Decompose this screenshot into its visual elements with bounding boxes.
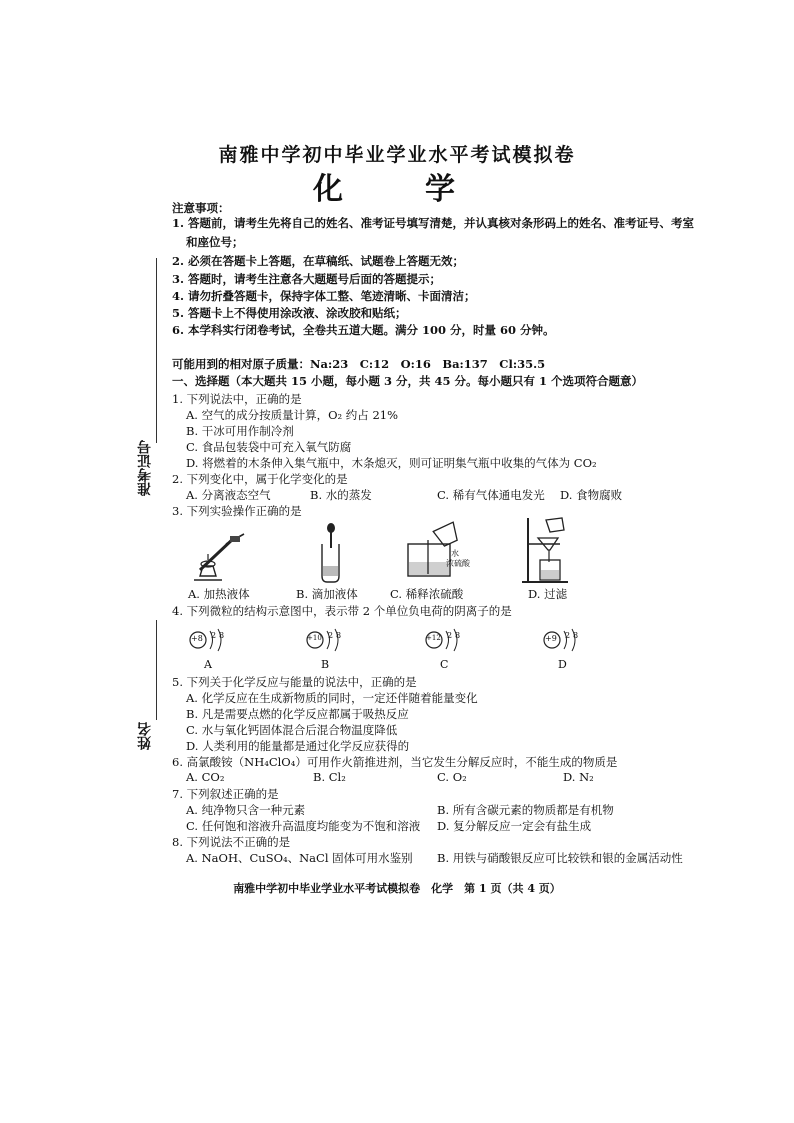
- exam-title: 南雅中学初中毕业学业水平考试模拟卷: [218, 144, 576, 166]
- exam-no-line: [156, 258, 157, 443]
- q3-option-a: A. 加热液体: [188, 587, 250, 601]
- q3-option-b: B. 滴加液体: [296, 587, 358, 601]
- note-item: 1. 答题前，请考生先将自己的姓名、准考证号填写清楚，并认真核对条形码上的姓名、准考证号、考室: [172, 216, 695, 230]
- q7-option-c: C. 任何饱和溶液升高温度均能变为不饱和溶液: [186, 819, 421, 833]
- shell-electrons: 2: [565, 631, 571, 640]
- shell-electrons: 8: [336, 631, 342, 640]
- q5-stem: 5. 下列关于化学反应与能量的说法中，正确的是: [172, 675, 417, 689]
- q1-option-c: C. 食品包装袋中可充入氧气防腐: [186, 440, 352, 454]
- atom-diagram-d: [542, 626, 652, 671]
- q5-option-c: C. 水与氧化钙固体混合后混合物温度降低: [186, 723, 398, 737]
- q5-option-b: B. 凡是需要点燃的化学反应都属于吸热反应: [186, 707, 409, 721]
- note-item: 2. 必须在答题卡上答题，在草稿纸、试题卷上答题无效；: [172, 254, 465, 268]
- nucleus-charge: +9: [545, 634, 557, 643]
- atomic-masses: 可能用到的相对原子质量：Na:23 C:12 O:16 Ba:137 Cl:35.5: [172, 357, 546, 371]
- atom-label: D: [558, 658, 567, 671]
- q3-stem: 3. 下列实验操作正确的是: [172, 504, 302, 518]
- q6-option-a: A. CO₂: [186, 770, 225, 784]
- q1-option-a: A. 空气的成分按质量计算，O₂ 约占 21%: [186, 408, 399, 422]
- nucleus-charge: +10: [307, 634, 322, 642]
- q4-stem: 4. 下列微粒的结构示意图中，表示带 2 个单位负电荷的阴离子的是: [172, 604, 512, 618]
- heating-liquid-diagram: [186, 526, 250, 584]
- atom-label: B: [321, 658, 330, 671]
- q7-option-b: B. 所有含碳元素的物质都是有机物: [437, 803, 614, 817]
- q6-option-b: B. Cl₂: [313, 770, 346, 784]
- label-acid: 浓硫酸: [446, 559, 470, 568]
- note-item: 5. 答题卡上不得使用涂改液、涂改胶和贴纸；: [172, 306, 407, 320]
- q8-option-a: A. NaOH、CuSO₄、NaCl 固体可用水鉴别: [186, 851, 413, 865]
- dropping-liquid-diagram: [310, 522, 350, 584]
- subject-title: 化 学: [313, 172, 481, 207]
- q1-option-b: B. 干冰可用作制冷剂: [186, 424, 294, 438]
- shell-electrons: 8: [455, 631, 461, 640]
- atom-diagram-c: [424, 626, 534, 671]
- atom-diagram-a: [188, 626, 298, 671]
- page-footer: 南雅中学初中毕业学业水平考试模拟卷 化学 第 1 页（共 4 页）: [233, 882, 561, 895]
- diluting-acid-diagram: [400, 520, 470, 582]
- atom-diagram-b: [305, 626, 415, 671]
- note-item: 4. 请勿折叠答题卡，保持字体工整、笔迹清晰、卡面清洁；: [172, 289, 476, 303]
- q1-option-d: D. 将燃着的木条伸入集气瓶中，木条熄灭，则可证明集气瓶中收集的气体为 CO₂: [186, 456, 597, 470]
- q2-option-a: A. 分离液态空气: [186, 488, 271, 502]
- shell-electrons: 8: [219, 631, 225, 640]
- q1-stem: 1. 下列说法中，正确的是: [172, 392, 302, 406]
- note-item: 和座位号；: [186, 235, 244, 249]
- q2-stem: 2. 下列变化中，属于化学变化的是: [172, 472, 348, 486]
- filtration-diagram: [520, 516, 576, 586]
- section-heading: 一、选择题（本大题共 15 小题，每小题 3 分，共 45 分。每小题只有 1 个选项符合题意）: [172, 374, 644, 388]
- nucleus-charge: +8: [191, 634, 203, 643]
- q7-stem: 7. 下列叙述正确的是: [172, 787, 279, 801]
- shell-electrons: 2: [211, 631, 217, 640]
- q6-option-d: D. N₂: [563, 770, 594, 784]
- nucleus-charge: +12: [426, 634, 441, 642]
- q3-option-d: D. 过滤: [528, 587, 568, 601]
- shell-electrons: 2: [447, 631, 453, 640]
- atom-label: A: [204, 658, 212, 671]
- q8-option-b: B. 用铁与硝酸银反应可比较铁和银的金属活动性: [437, 851, 683, 865]
- q2-option-d: D. 食物腐败: [560, 488, 623, 502]
- q5-option-d: D. 人类利用的能量都是通过化学反应获得的: [186, 739, 410, 753]
- atom-label: C: [440, 658, 449, 671]
- q8-stem: 8. 下列说法不正确的是: [172, 835, 291, 849]
- q7-option-d: D. 复分解反应一定会有盐生成: [437, 819, 592, 833]
- q3-option-c: C. 稀释浓硫酸: [390, 587, 464, 601]
- shell-electrons: 2: [328, 631, 334, 640]
- label-water: 水: [451, 549, 459, 558]
- name-label: 姓名: [137, 722, 153, 750]
- note-item: 6. 本学科实行闭卷考试，全卷共五道大题。满分 100 分，时量 60 分钟。: [172, 323, 555, 337]
- q2-option-b: B. 水的蒸发: [310, 488, 372, 502]
- q6-stem: 6. 高氯酸铵（NH₄ClO₄）可用作火箭推进剂，当它发生分解反应时，不能生成的物质是: [172, 755, 618, 769]
- shell-electrons: 8: [573, 631, 579, 640]
- q5-option-a: A. 化学反应在生成新物质的同时，一定还伴随着能量变化: [186, 691, 478, 705]
- q2-option-c: C. 稀有气体通电发光: [437, 488, 545, 502]
- name-line: [156, 620, 157, 720]
- q6-option-c: C. O₂: [437, 770, 467, 784]
- note-item: 3. 答题时，请考生注意各大题题号后面的答题提示；: [172, 272, 442, 286]
- exam-no-label: 准考证号: [137, 440, 153, 496]
- notes-heading: 注意事项：: [172, 201, 230, 215]
- q7-option-a: A. 纯净物只含一种元素: [186, 803, 306, 817]
